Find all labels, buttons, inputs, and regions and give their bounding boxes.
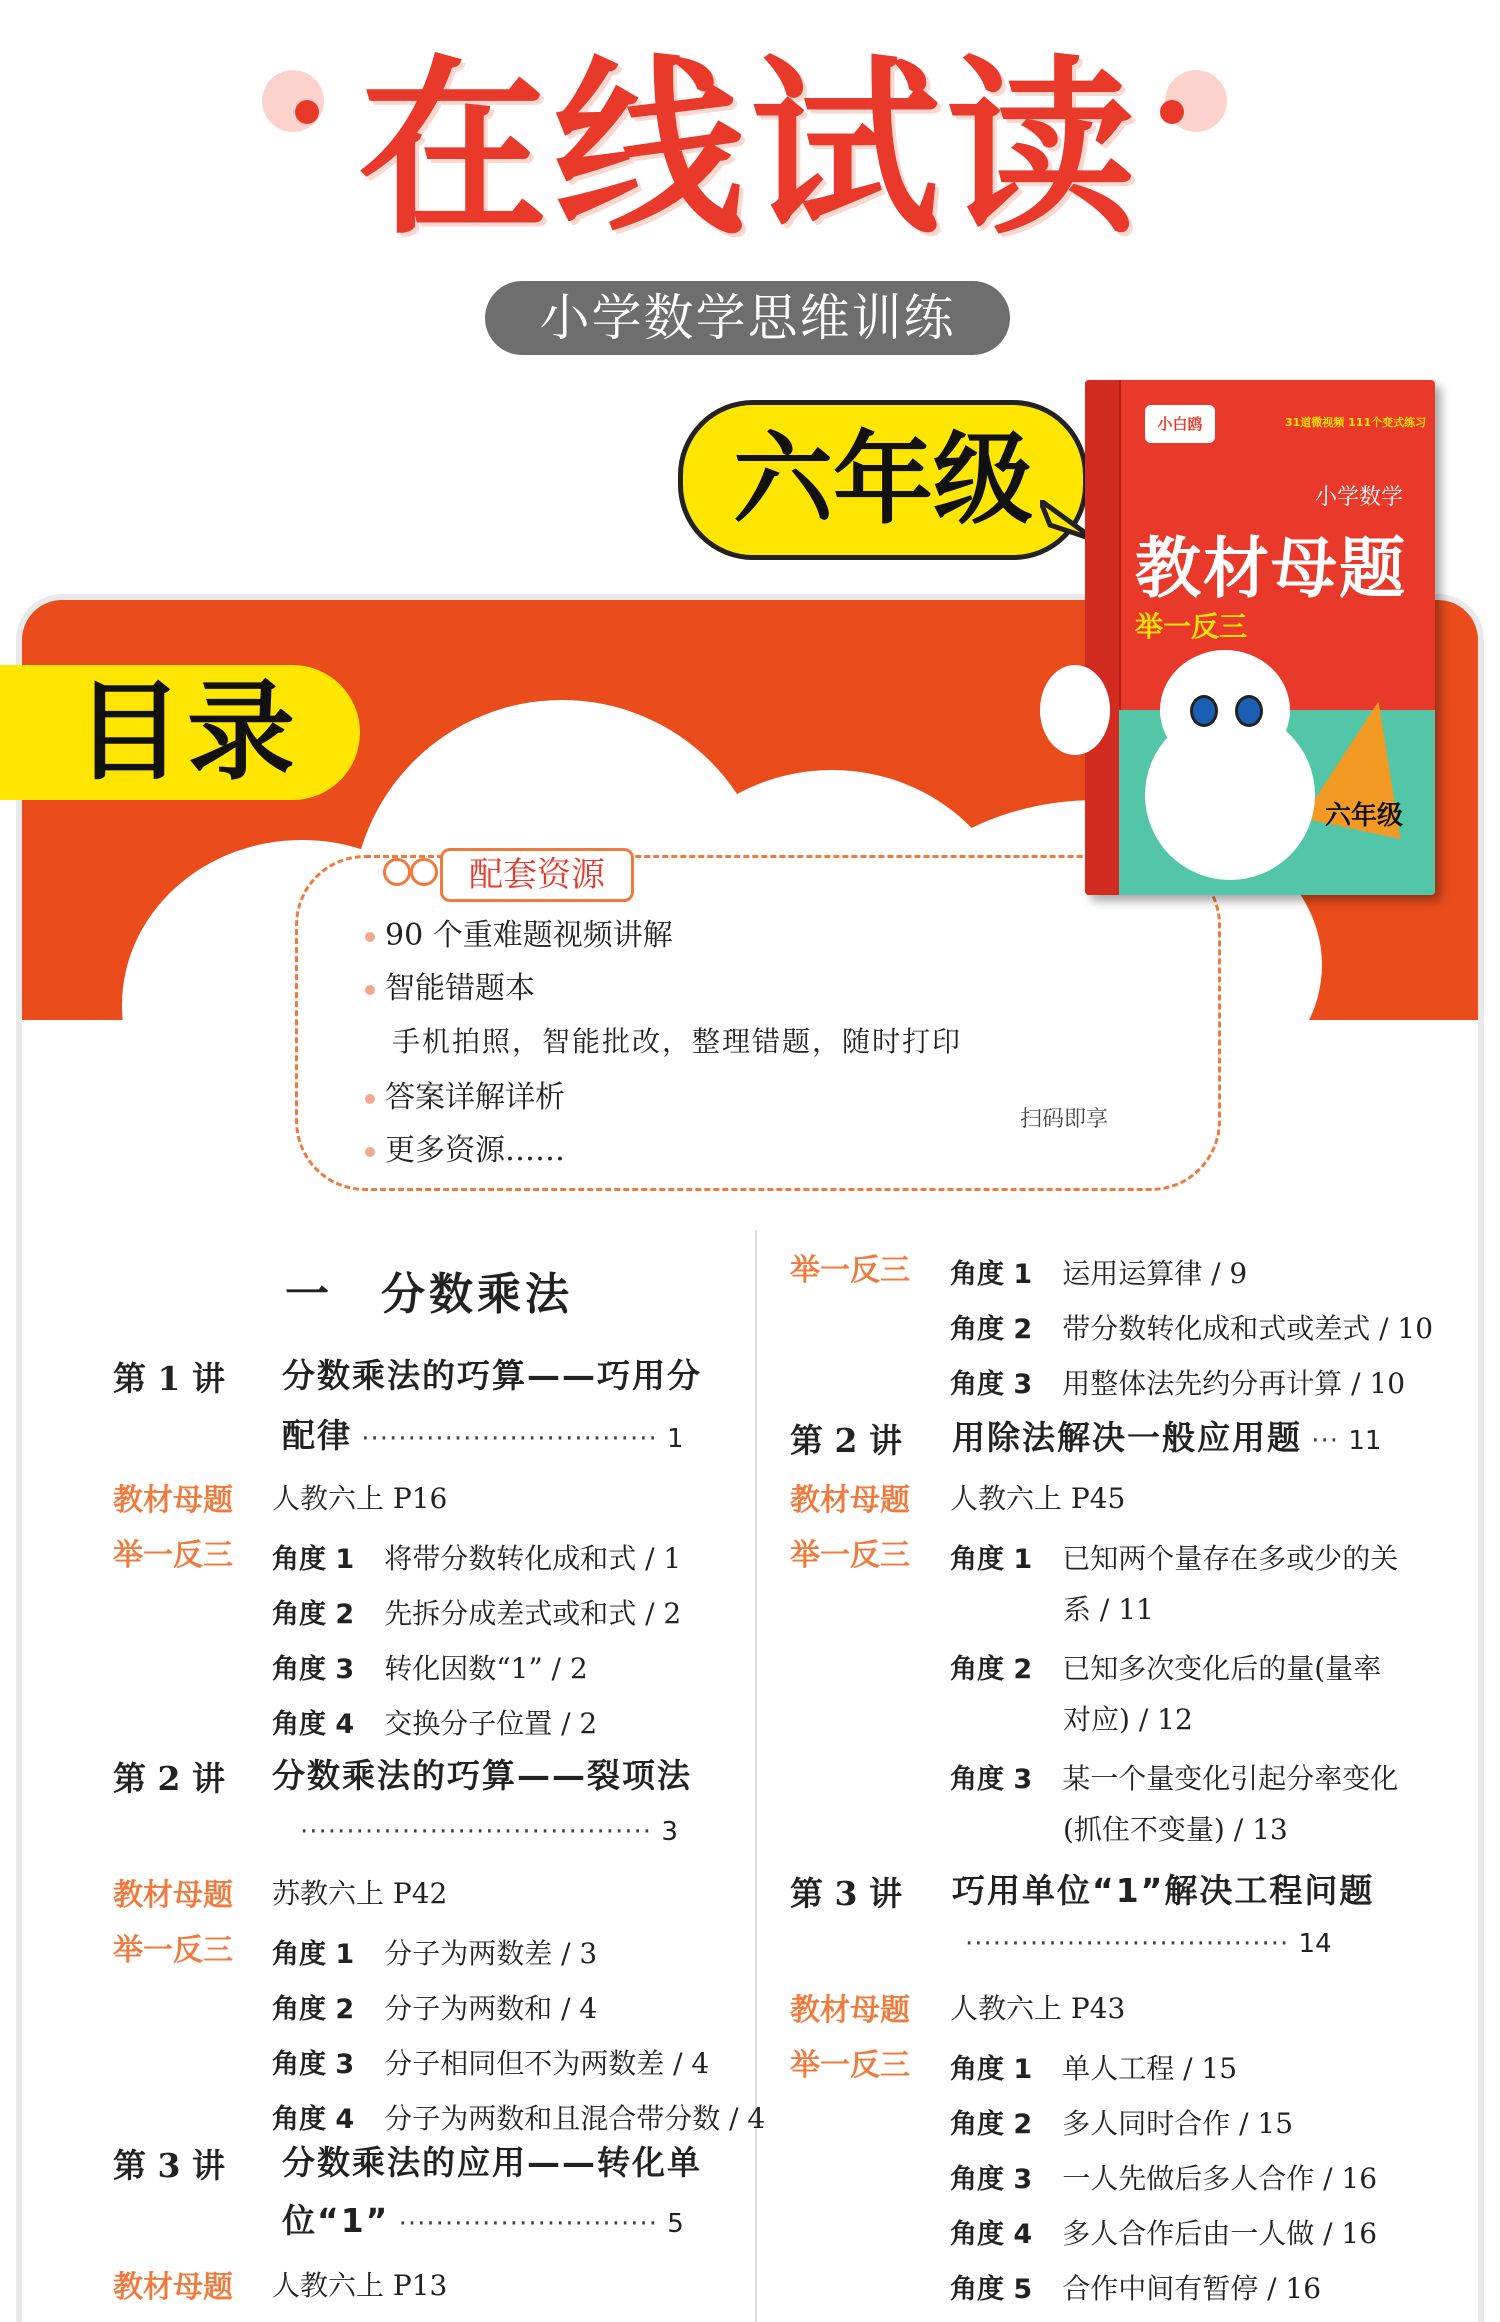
resource-item-label: 90 个重难题视频讲解 bbox=[385, 918, 673, 953]
source-tag: 教材母题 bbox=[113, 2270, 233, 2305]
angle-text: 某一个量变化引起分率变化 bbox=[1062, 1762, 1399, 1795]
lecture-number: 第 3 讲 bbox=[790, 1874, 902, 1913]
angle-row[interactable] bbox=[272, 1983, 597, 2027]
book-spine bbox=[1085, 380, 1121, 895]
angle-text: 分子为两数和 / 4 bbox=[384, 1992, 598, 2025]
lecture-title-text: 分数乘法的巧算——巧用分 bbox=[282, 1356, 702, 1395]
lecture-title-text: 用除法解决一般应用题 bbox=[952, 1418, 1302, 1457]
book-cover bbox=[1085, 380, 1435, 895]
angle-label: 角度 3 bbox=[272, 2049, 355, 2080]
book-tagline: 31道微视频 111个变式练习 bbox=[1285, 416, 1427, 429]
lecture-row[interactable] bbox=[113, 1753, 225, 1800]
angle-text: 运用运算律 / 9 bbox=[1062, 1257, 1248, 1290]
angle-text: 用整体法先约分再计算 / 10 bbox=[1062, 1367, 1406, 1400]
angle-text: 已知多次变化后的量(量率 bbox=[1062, 1652, 1382, 1685]
angle-row[interactable] bbox=[950, 2153, 1377, 2197]
source-ref: 人教六上 P43 bbox=[950, 1992, 1126, 2025]
angle-label: 角度 2 bbox=[950, 1654, 1033, 1685]
source-row bbox=[113, 1870, 233, 1914]
angle-text: 交换分子位置 / 2 bbox=[384, 1707, 598, 1740]
angle-text: 先拆分成差式或和式 / 2 bbox=[384, 1597, 682, 1630]
resource-item-label: 智能错题本 bbox=[385, 971, 535, 1006]
source-tag: 教材母题 bbox=[790, 1483, 910, 1518]
resource-item bbox=[365, 1125, 565, 1169]
chapter-title: 一 分数乘法 bbox=[285, 1269, 573, 1320]
angle-text: 分子为两数差 / 3 bbox=[384, 1937, 598, 1970]
resource-item bbox=[365, 910, 673, 954]
column-divider bbox=[755, 1230, 757, 2322]
lecture-row[interactable] bbox=[113, 1353, 225, 1400]
lecture-title-cont[interactable] bbox=[282, 1410, 684, 1457]
angle-label: 角度 4 bbox=[272, 1709, 355, 1740]
mascot-head bbox=[1160, 650, 1290, 770]
angle-label: 角度 5 bbox=[950, 2274, 1033, 2305]
source-text bbox=[950, 1987, 1125, 2027]
practice-tag-row bbox=[790, 1245, 910, 1289]
source-tag: 教材母题 bbox=[113, 1483, 233, 1518]
scan-hint: 扫码即享 bbox=[1020, 1107, 1109, 1132]
grade-bubble: 六年级 bbox=[678, 400, 1088, 560]
resource-item bbox=[365, 1072, 565, 1116]
page-number: 11 bbox=[1348, 1426, 1382, 1456]
angle-text: 已知两个量存在多或少的关 bbox=[1062, 1542, 1399, 1575]
bullet-icon bbox=[365, 932, 375, 942]
lecture-title-text: 位“1” bbox=[282, 2201, 390, 2240]
practice-tag-row bbox=[790, 1530, 910, 1574]
bullet-icon bbox=[365, 1094, 375, 1104]
angle-row[interactable] bbox=[272, 1533, 681, 1577]
angle-label: 角度 1 bbox=[272, 1544, 355, 1575]
lecture-title-text: 分数乘法的应用——转化单 bbox=[282, 2143, 702, 2182]
angle-row-cont[interactable] bbox=[1063, 1698, 1193, 1738]
source-text bbox=[272, 1477, 447, 1517]
angle-row[interactable] bbox=[272, 2038, 709, 2082]
angle-row-cont[interactable] bbox=[1063, 1588, 1154, 1628]
practice-tag-row bbox=[113, 1925, 233, 1969]
angle-label: 角度 1 bbox=[950, 1259, 1033, 1290]
angle-text: 转化因数“1” / 2 bbox=[384, 1652, 588, 1685]
practice-tag: 举一反三 bbox=[790, 2048, 910, 2083]
lecture-title-text: 分数乘法的巧算——裂项法 bbox=[272, 1756, 692, 1795]
page-number: 5 bbox=[667, 2209, 684, 2239]
practice-tag: 举一反三 bbox=[790, 1538, 910, 1573]
angle-text: 对应) / 12 bbox=[1063, 1703, 1193, 1736]
angle-text: 将带分数转化成和式 / 1 bbox=[384, 1542, 682, 1575]
lecture-title[interactable] bbox=[282, 2137, 702, 2184]
book-grade: 六年级 bbox=[1325, 801, 1404, 831]
ring-icon bbox=[410, 858, 438, 886]
angle-label: 角度 3 bbox=[950, 1369, 1033, 1400]
angle-row[interactable] bbox=[950, 2043, 1237, 2087]
angle-row[interactable] bbox=[950, 1533, 1398, 1577]
angle-label: 角度 2 bbox=[950, 1314, 1033, 1345]
practice-tag-row bbox=[790, 2040, 910, 2084]
resource-item-label: 更多资源…… bbox=[385, 1133, 565, 1168]
lecture-title[interactable] bbox=[952, 1865, 1374, 1912]
lecture-row[interactable] bbox=[113, 2140, 225, 2187]
lecture-number: 第 2 讲 bbox=[113, 1759, 225, 1798]
angle-label: 角度 1 bbox=[950, 2054, 1033, 2085]
bullet-icon bbox=[365, 985, 375, 995]
leader-dots: ······································ bbox=[300, 1817, 662, 1847]
angle-label: 角度 3 bbox=[272, 1654, 355, 1685]
lecture-title-text: 巧用单位“1”解决工程问题 bbox=[952, 1871, 1375, 1910]
resource-item-label: 答案详解详析 bbox=[385, 1080, 565, 1115]
lecture-title-cont[interactable] bbox=[965, 1925, 1332, 1960]
book-logo: 小白鸥 bbox=[1145, 405, 1215, 443]
mascot-peek bbox=[1040, 665, 1110, 755]
angle-row[interactable] bbox=[272, 1643, 588, 1687]
subtitle-badge: 小学数学思维训练 bbox=[485, 281, 1010, 355]
lecture-row[interactable] bbox=[790, 1415, 902, 1462]
angle-row[interactable] bbox=[950, 2208, 1377, 2252]
leader-dots: ··································· bbox=[965, 1929, 1299, 1959]
mascot-eye-icon bbox=[1235, 695, 1263, 727]
source-ref: 人教六上 P45 bbox=[950, 1482, 1126, 1515]
source-row bbox=[113, 1475, 233, 1519]
angle-label: 角度 1 bbox=[272, 1939, 355, 1970]
page-number: 1 bbox=[667, 1424, 684, 1454]
source-row bbox=[790, 1475, 910, 1519]
angle-text: 分子为两数和且混合带分数 / 4 bbox=[384, 2102, 766, 2135]
catalog-tab: 目录 bbox=[0, 665, 360, 800]
angle-text: (抓住不变量) / 13 bbox=[1063, 1813, 1288, 1846]
source-tag: 教材母题 bbox=[113, 1878, 233, 1913]
angle-row[interactable] bbox=[950, 2098, 1293, 2142]
angle-text: 合作中间有暂停 / 16 bbox=[1062, 2272, 1322, 2305]
angle-row[interactable] bbox=[272, 1588, 681, 1632]
source-ref: 人教六上 P16 bbox=[272, 1482, 448, 1515]
book-slogan: 举一反三 bbox=[1135, 610, 1248, 643]
angle-text: 一人先做后多人合作 / 16 bbox=[1062, 2162, 1378, 2195]
leader-dots: ································ bbox=[352, 1424, 667, 1454]
angle-text: 带分数转化成和式或差式 / 10 bbox=[1062, 1312, 1434, 1345]
angle-label: 角度 4 bbox=[272, 2104, 355, 2135]
leader-dots: ···························· bbox=[389, 2209, 668, 2239]
angle-row[interactable] bbox=[950, 1753, 1398, 1797]
resource-note: 手机拍照，智能批改，整理错题，随时打印 bbox=[392, 1025, 963, 1058]
source-row bbox=[790, 1985, 910, 2029]
resource-item bbox=[365, 963, 535, 1007]
lecture-title[interactable] bbox=[282, 1350, 702, 1397]
bullet-icon bbox=[365, 1147, 375, 1157]
angle-text: 单人工程 / 15 bbox=[1062, 2052, 1238, 2085]
leader-dots: ··· bbox=[1302, 1426, 1349, 1456]
lecture-title[interactable] bbox=[952, 1412, 1381, 1459]
angle-label: 角度 2 bbox=[272, 1599, 355, 1630]
lecture-title-text: 配律 bbox=[282, 1416, 352, 1455]
book-title: 教材母题 bbox=[1135, 530, 1407, 607]
angle-row[interactable] bbox=[950, 1643, 1381, 1687]
angle-row[interactable] bbox=[950, 1358, 1405, 1402]
practice-tag: 举一反三 bbox=[113, 1933, 233, 1968]
angle-label: 角度 2 bbox=[272, 1994, 355, 2025]
lecture-title-cont[interactable] bbox=[300, 1813, 678, 1848]
lecture-number: 第 2 讲 bbox=[790, 1421, 902, 1460]
page-number: 3 bbox=[661, 1817, 678, 1847]
source-ref: 苏教六上 P42 bbox=[272, 1877, 448, 1910]
angle-text: 分子相同但不为两数差 / 4 bbox=[384, 2047, 710, 2080]
lecture-row[interactable] bbox=[790, 1868, 902, 1915]
source-ref: 人教六上 P13 bbox=[272, 2269, 448, 2302]
angle-text: 多人同时合作 / 15 bbox=[1062, 2107, 1294, 2140]
angle-row[interactable] bbox=[272, 1698, 597, 1742]
angle-row[interactable] bbox=[272, 1928, 597, 1972]
lecture-number: 第 3 讲 bbox=[113, 2146, 225, 2185]
practice-tag: 举一反三 bbox=[113, 1538, 233, 1573]
lecture-number: 第 1 讲 bbox=[113, 1359, 225, 1398]
angle-row-cont[interactable] bbox=[1063, 1808, 1288, 1848]
ring-icon bbox=[383, 858, 411, 886]
lecture-title[interactable] bbox=[272, 1750, 692, 1797]
angle-row[interactable] bbox=[272, 2093, 765, 2137]
source-text bbox=[272, 1872, 447, 1912]
angle-row[interactable] bbox=[950, 1303, 1433, 1347]
book-series: 小学数学 bbox=[1315, 485, 1404, 510]
angle-text: 多人合作后由一人做 / 16 bbox=[1062, 2217, 1378, 2250]
source-tag: 教材母题 bbox=[790, 1993, 910, 2028]
lecture-title-cont[interactable] bbox=[282, 2195, 684, 2242]
mascot-eye-icon bbox=[1190, 695, 1218, 727]
angle-row[interactable] bbox=[950, 2263, 1321, 2307]
angle-row[interactable] bbox=[950, 1248, 1247, 1292]
angle-text: 系 / 11 bbox=[1063, 1593, 1154, 1626]
angle-label: 角度 2 bbox=[950, 2109, 1033, 2140]
resource-tag: 配套资源 bbox=[440, 848, 634, 902]
page-number: 14 bbox=[1298, 1929, 1332, 1959]
source-text bbox=[950, 1477, 1125, 1517]
angle-label: 角度 3 bbox=[950, 1764, 1033, 1795]
source-text bbox=[272, 2264, 447, 2304]
practice-tag-row bbox=[113, 1530, 233, 1574]
angle-label: 角度 1 bbox=[950, 1544, 1033, 1575]
angle-label: 角度 3 bbox=[950, 2164, 1033, 2195]
source-row bbox=[113, 2262, 233, 2306]
practice-tag: 举一反三 bbox=[790, 1253, 910, 1288]
angle-label: 角度 4 bbox=[950, 2219, 1033, 2250]
page-title: 在线试读 bbox=[357, 39, 1142, 260]
